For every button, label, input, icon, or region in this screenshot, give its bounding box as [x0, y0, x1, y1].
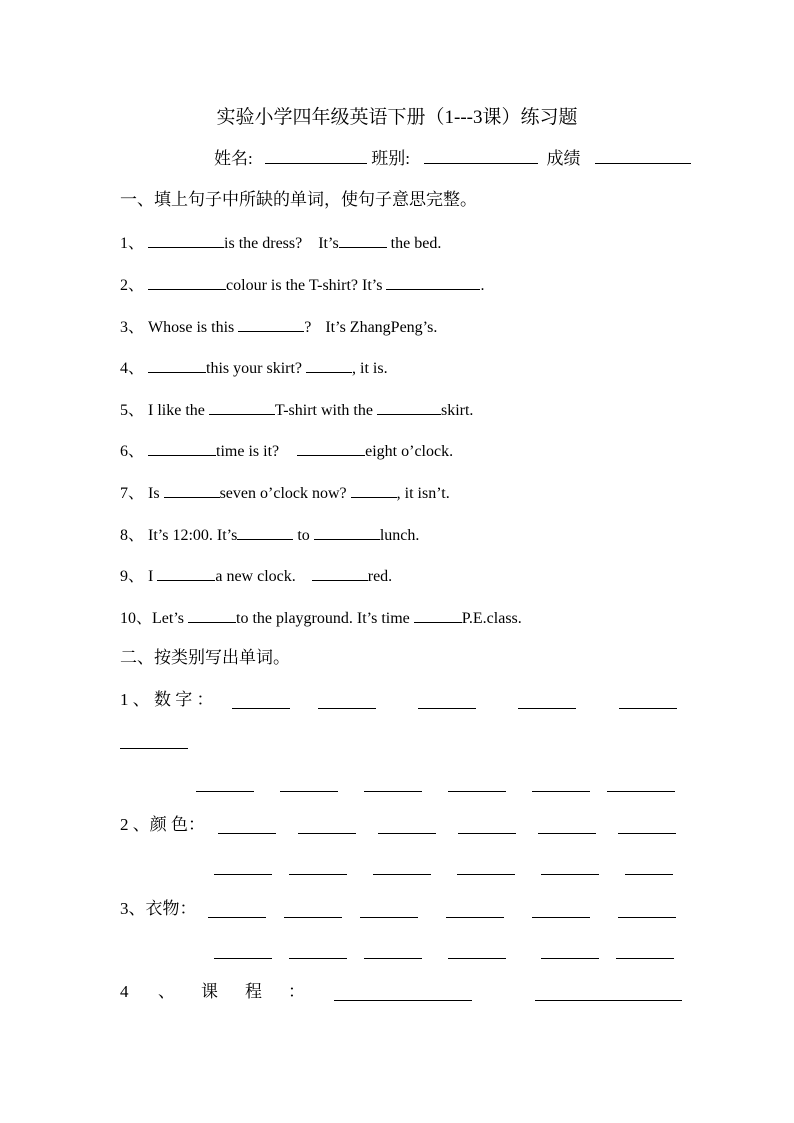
- answer-blank[interactable]: [457, 874, 515, 875]
- answer-blank[interactable]: [237, 524, 293, 540]
- answer-blank[interactable]: [386, 274, 480, 290]
- answer-blank[interactable]: [214, 958, 272, 959]
- answer-blank[interactable]: [280, 791, 338, 792]
- answer-blank[interactable]: [532, 917, 590, 918]
- question-text: Let’s: [152, 610, 185, 627]
- class-blank[interactable]: [424, 148, 538, 164]
- category-char: 课: [201, 982, 218, 1001]
- question-10: [120, 607, 522, 629]
- section2-heading: 二、按类别写出单词。: [120, 648, 290, 667]
- answer-blank[interactable]: [148, 357, 206, 373]
- answer-blank[interactable]: [458, 833, 516, 834]
- category-char: 程: [245, 982, 262, 1001]
- answer-blank[interactable]: [616, 958, 674, 959]
- answer-blank[interactable]: [218, 833, 276, 834]
- answer-blank[interactable]: [208, 917, 266, 918]
- question-7: [120, 482, 450, 504]
- answer-blank[interactable]: [618, 917, 676, 918]
- score-label: 成绩: [546, 149, 581, 168]
- answer-blank[interactable]: [232, 708, 290, 709]
- question-text: P.E.class.: [461, 610, 522, 627]
- answer-blank[interactable]: [297, 440, 365, 456]
- answer-blank[interactable]: [448, 791, 506, 792]
- answer-blank[interactable]: [196, 791, 254, 792]
- answer-blank[interactable]: [289, 958, 347, 959]
- question-text: seven o’clock now?: [219, 485, 347, 502]
- answer-blank[interactable]: [148, 232, 224, 248]
- question-text: It’s: [318, 235, 339, 252]
- question-text: to: [297, 527, 310, 544]
- answer-blank[interactable]: [538, 833, 596, 834]
- question-text: Whose is this: [148, 319, 235, 336]
- category-numbers-label: 1 、 数 字 ：: [120, 690, 214, 709]
- question-text: It’s ZhangPeng’s.: [325, 319, 438, 336]
- question-6: [120, 440, 453, 462]
- question-text: time is it?: [216, 443, 280, 460]
- answer-blank[interactable]: [284, 917, 342, 918]
- answer-blank[interactable]: [148, 440, 216, 456]
- student-info-line: [214, 148, 691, 170]
- category-number: 4: [120, 982, 129, 1001]
- score-blank[interactable]: [595, 148, 691, 164]
- answer-blank[interactable]: [364, 958, 422, 959]
- answer-blank[interactable]: [364, 791, 422, 792]
- answer-blank[interactable]: [378, 833, 436, 834]
- answer-blank[interactable]: [360, 917, 418, 918]
- question-number: 8、: [120, 527, 145, 544]
- category-colours-label: 2 、颜 色：: [120, 815, 205, 834]
- answer-blank[interactable]: [541, 874, 599, 875]
- answer-blank[interactable]: [448, 958, 506, 959]
- answer-blank[interactable]: [339, 232, 387, 248]
- answer-blank[interactable]: [238, 316, 304, 332]
- answer-blank[interactable]: [214, 874, 272, 875]
- question-text: is the dress?: [224, 235, 303, 252]
- question-number: 9、: [120, 568, 145, 585]
- answer-blank[interactable]: [541, 958, 599, 959]
- category-separator: 、: [158, 982, 175, 1001]
- question-1: [120, 232, 441, 254]
- answer-blank[interactable]: [625, 874, 673, 875]
- answer-blank[interactable]: [377, 399, 441, 415]
- question-9: [120, 565, 392, 587]
- answer-blank[interactable]: [120, 748, 188, 749]
- question-text: .: [480, 277, 485, 294]
- answer-blank[interactable]: [314, 524, 380, 540]
- question-text: the bed.: [390, 235, 442, 252]
- question-text: colour is the T-shirt? It’s: [226, 277, 383, 294]
- answer-blank[interactable]: [148, 274, 226, 290]
- question-2: [120, 274, 484, 296]
- question-text: , it is.: [352, 360, 388, 377]
- answer-blank[interactable]: [518, 708, 576, 709]
- answer-blank[interactable]: [535, 1000, 682, 1001]
- question-8: [120, 524, 419, 546]
- question-text: lunch.: [379, 527, 420, 544]
- answer-blank[interactable]: [618, 833, 676, 834]
- answer-blank[interactable]: [619, 708, 677, 709]
- question-number: 5、: [120, 402, 145, 419]
- answer-blank[interactable]: [318, 708, 376, 709]
- answer-blank[interactable]: [289, 874, 347, 875]
- answer-blank[interactable]: [188, 607, 236, 623]
- answer-blank[interactable]: [373, 874, 431, 875]
- worksheet-title: 实验小学四年级英语下册（1---3课）练习题: [216, 107, 578, 128]
- class-label: 班别:: [371, 149, 410, 168]
- answer-blank[interactable]: [334, 1000, 472, 1001]
- question-4: [120, 357, 388, 379]
- question-number: 3、: [120, 319, 145, 336]
- question-number: 10、: [120, 610, 153, 627]
- answer-blank[interactable]: [312, 565, 368, 581]
- answer-blank[interactable]: [164, 482, 220, 498]
- question-text: this your skirt?: [206, 360, 303, 377]
- question-text: It’s 12:00. It’s: [148, 527, 238, 544]
- answer-blank[interactable]: [607, 791, 675, 792]
- question-text: Is: [148, 485, 160, 502]
- answer-blank[interactable]: [414, 607, 462, 623]
- question-3: [120, 316, 437, 338]
- name-blank[interactable]: [265, 148, 367, 164]
- question-5: [120, 399, 473, 421]
- answer-blank[interactable]: [298, 833, 356, 834]
- answer-blank[interactable]: [157, 565, 215, 581]
- question-text: , it isn’t.: [396, 485, 450, 502]
- question-text: skirt.: [440, 402, 474, 419]
- question-text: red.: [367, 568, 393, 585]
- question-number: 1、: [120, 235, 145, 252]
- answer-blank[interactable]: [418, 708, 476, 709]
- question-text: I: [148, 568, 154, 585]
- category-colon: ：: [288, 982, 305, 1001]
- section1-heading: 一、填上句子中所缺的单词，使句子意思完整。: [120, 190, 477, 209]
- question-number: 4、: [120, 360, 145, 377]
- question-text: T-shirt with the: [274, 402, 373, 419]
- question-text: I like the: [148, 402, 205, 419]
- answer-blank[interactable]: [446, 917, 504, 918]
- answer-blank[interactable]: [209, 399, 275, 415]
- answer-blank[interactable]: [306, 357, 352, 373]
- question-text: eight o’clock.: [365, 443, 454, 460]
- category-clothes-label: 3、衣物：: [120, 899, 197, 918]
- question-text: a new clock.: [215, 568, 296, 585]
- question-text: ?: [304, 319, 312, 336]
- answer-blank[interactable]: [351, 482, 397, 498]
- question-number: 2、: [120, 277, 145, 294]
- name-label: 姓名:: [214, 149, 253, 168]
- question-number: 6、: [120, 443, 145, 460]
- question-text: to the playground. It’s time: [236, 610, 410, 627]
- answer-blank[interactable]: [532, 791, 590, 792]
- question-number: 7、: [120, 485, 145, 502]
